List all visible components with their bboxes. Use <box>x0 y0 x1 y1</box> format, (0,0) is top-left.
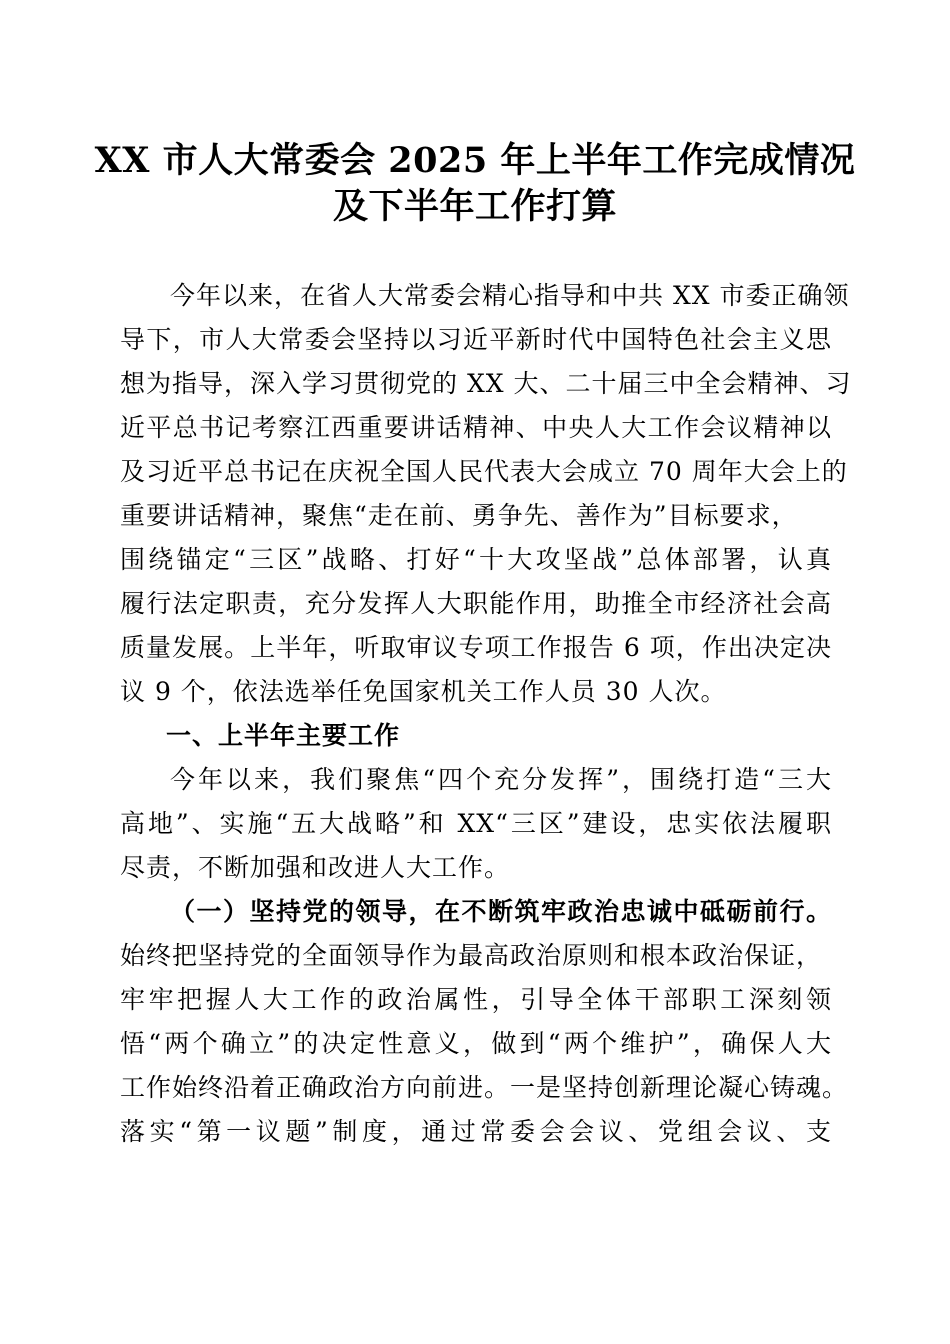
subsection-heading: （一）坚持党的领导，在不断筑牢政治忠诚中砥砺前行。 <box>170 897 832 926</box>
paragraph-line: 今年以来，我们聚焦“四个充分发挥”，围绕打造“三大 <box>170 765 832 794</box>
paragraph-line: 质量发展。上半年，听取审议专项工作报告 6 项，作出决定决 <box>120 633 832 662</box>
paragraph-line: 始终把坚持党的全面领导作为最高政治原则和根本政治保证， <box>120 941 823 970</box>
section-heading: 一、上半年主要工作 <box>166 721 401 750</box>
paragraph-line: 重要讲话精神，聚焦“走在前、勇争先、善作为”目标要求， <box>120 501 798 530</box>
paragraph-line: 尽责，不断加强和改进人大工作。 <box>120 853 511 882</box>
paragraph-line: 履行法定职责，充分发挥人大职能作用，助推全市经济社会高 <box>120 589 832 618</box>
document-title-line-1: XX 市人大常委会 2025 年上半年工作完成情况 <box>94 140 856 181</box>
paragraph-line: 落实“第一议题”制度，通过常委会会议、党组会议、支 <box>120 1117 832 1146</box>
paragraph-line: 工作始终沿着正确政治方向前进。一是坚持创新理论凝心铸魂。 <box>120 1073 849 1102</box>
paragraph-line: 导下，市人大常委会坚持以习近平新时代中国特色社会主义思 <box>120 325 832 354</box>
document-body <box>120 274 852 1154</box>
paragraph-line: 高地”、实施“五大战略”和 XX“三区”建设，忠实依法履职 <box>120 809 832 838</box>
paragraph-line: 悟“两个确立”的决定性意义，做到“两个维护”，确保人大 <box>120 1029 832 1058</box>
paragraph-line: 近平总书记考察江西重要讲话精神、中央人大工作会议精神以 <box>120 413 832 442</box>
paragraph-line: 议 9 个，依法选举任免国家机关工作人员 30 人次。 <box>120 677 727 706</box>
document-title-line-2: 及下半年工作打算 <box>332 186 617 227</box>
paragraph-line: 今年以来，在省人大常委会精心指导和中共 XX 市委正确领 <box>170 281 850 310</box>
paragraph-line: 围绕锚定“三区”战略、打好“十大攻坚战”总体部署，认真 <box>120 545 832 574</box>
paragraph-line: 牢牢把握人大工作的政治属性，引导全体干部职工深刻领 <box>120 985 832 1014</box>
paragraph-line: 及习近平总书记在庆祝全国人民代表大会成立 70 周年大会上的 <box>120 457 848 486</box>
paragraph-line: 想为指导，深入学习贯彻党的 XX 大、二十届三中全会精神、习 <box>120 369 852 398</box>
